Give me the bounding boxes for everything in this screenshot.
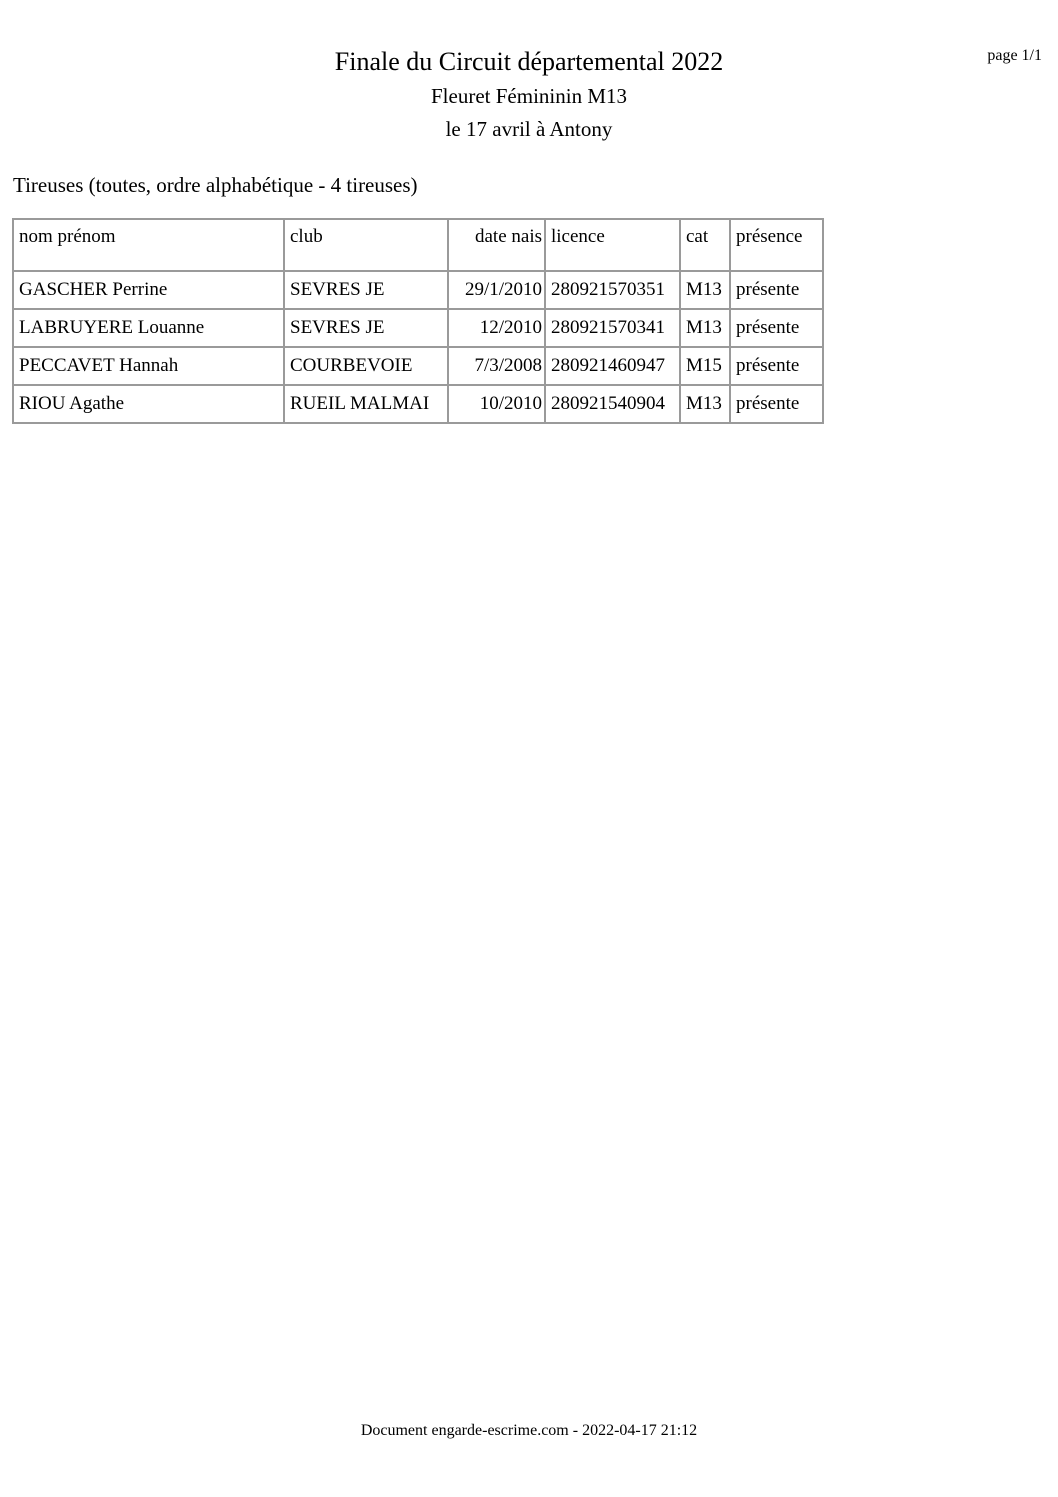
cell-name: PECCAVET Hannah [13,347,284,385]
cell-name: LABRUYERE Louanne [13,309,284,347]
col-header-club: club [284,219,448,271]
table-row [13,271,823,309]
col-header-presence: présence [730,219,823,271]
table-row [13,309,823,347]
event-date-place: le 17 avril à Antony [445,117,613,141]
col-header-name: nom prénom [13,219,284,271]
cell-cat: M13 [680,309,730,347]
cell-birthdate: 10/2010 [448,385,545,423]
col-header-licence: licence [545,219,680,271]
col-header-birthdate: date nais [448,219,545,271]
event-subtitle: Fleuret Fémininin M13 [431,84,627,108]
document-footer: Document engarde-escrime.com - 2022-04-17 21:12 [360,1422,698,1439]
cell-presence: présente [730,271,823,309]
cell-cat: M15 [680,347,730,385]
cell-cat: M13 [680,385,730,423]
document-header [0,44,1058,144]
cell-cat: M13 [680,271,730,309]
cell-club: COURBEVOIE [284,347,448,385]
fencers-table [12,218,824,424]
table-row [13,385,823,423]
cell-birthdate: 12/2010 [448,309,545,347]
cell-birthdate: 29/1/2010 [448,271,545,309]
section-title: Tireuses (toutes, ordre alphabétique - 4 tireuses) [13,173,418,197]
cell-licence: 280921570341 [545,309,680,347]
cell-club: RUEIL MALMAI [284,385,448,423]
cell-club: SEVRES JE [284,271,448,309]
col-header-cat: cat [680,219,730,271]
cell-name: RIOU Agathe [13,385,284,423]
cell-club: SEVRES JE [284,309,448,347]
table-row [13,347,823,385]
cell-presence: présente [730,309,823,347]
competition-title: Finale du Circuit départemental 2022 [334,47,724,76]
table-header-row [13,219,823,271]
cell-presence: présente [730,385,823,423]
cell-licence: 280921540904 [545,385,680,423]
cell-presence: présente [730,347,823,385]
cell-licence: 280921570351 [545,271,680,309]
page-number: page 1/1 [987,47,1042,64]
cell-licence: 280921460947 [545,347,680,385]
cell-name: GASCHER Perrine [13,271,284,309]
cell-birthdate: 7/3/2008 [448,347,545,385]
